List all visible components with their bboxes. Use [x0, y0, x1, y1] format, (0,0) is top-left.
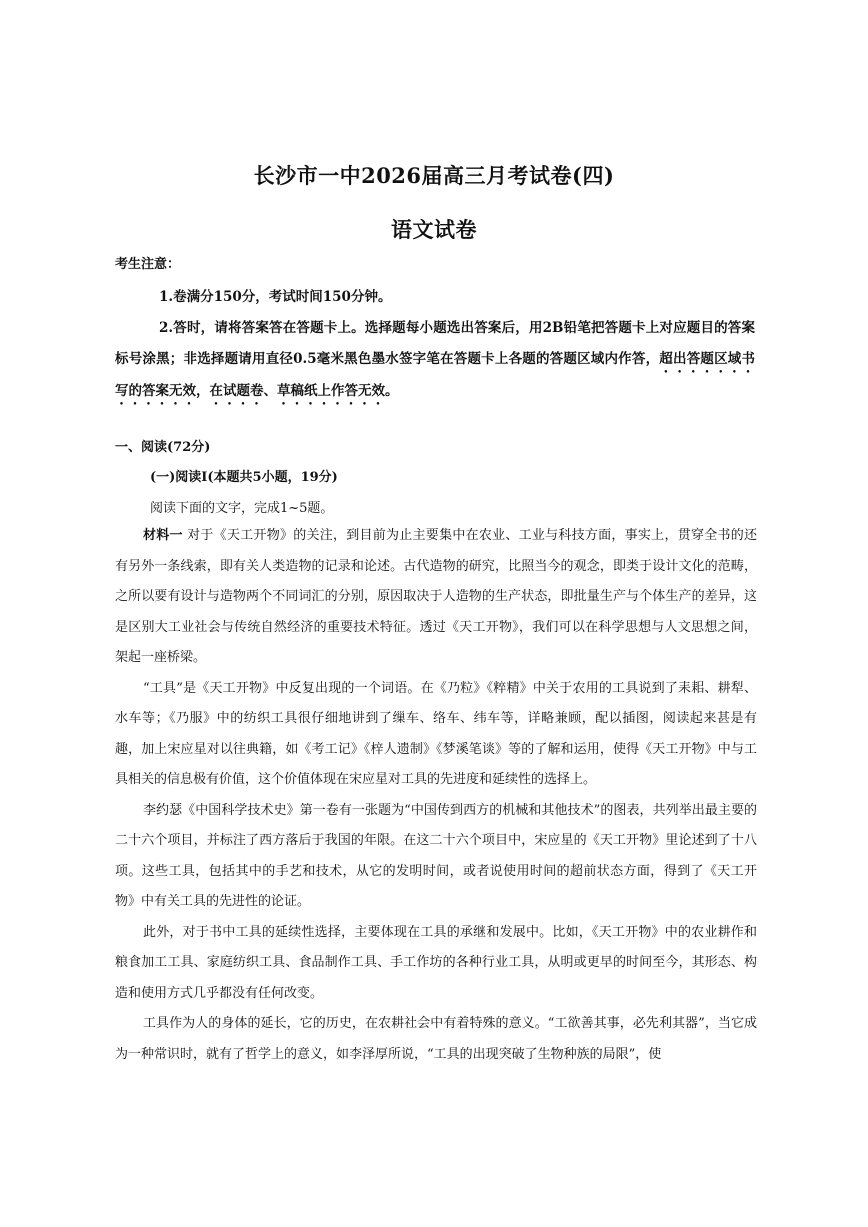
exam-title: 长沙市一中2026届高三月考试卷(四) [253, 163, 615, 188]
passage-paragraph-2: “工具”是《天工开物》中反复出现的一个词语。在《乃粒》《粹精》中关于农用的工具说到了耒耜、耕犁、水车等；《乃服》中的纺织工具很仔细地讲到了缫车、络车、纬车等，详略兼顾，配以插图，阅读起来甚是有趣，加上宋应星对以往典籍，如《考工记》《梓人遗制》《梦溪笔谈》等的了解和运用，使得《天工开物》中与工具相关的信息极有价值，这个价值体现在宋应星对工具的先进度和延续性的选择上。 [115, 680, 757, 787]
notice-heading: 考生注意： [115, 257, 181, 272]
notice-item-2-text: 2.答时，请将答案答在答题卡上。选择题每小题选出答案后，用2B铅笔把答题卡上对应题目的答案标号涂黑；非选择题请用直径0.5毫米黑色墨水签字笔在答题卡上各题的答题区域内作答， [115, 320, 755, 367]
passage-paragraph-5: 工具作为人的身体的延长，它的历史，在农耕社会中有着特殊的意义。“工欲善其事，必先利其器”，当它成为一种常识时，就有了哲学上的意义，如李泽厚所说，“工具的出现突破了生物种族的局限”，使 [115, 1016, 757, 1062]
passage-paragraph-1-text: 对于《天工开物》的关注，到目前为止主要集中在农业、工业与科技方面，事实上，贯穿全书的还有另外一条线索，即有关人类造物的记录和论述。古代造物的研究，比照当今的观念，即类于设计文化的范畴，之所以要有设计与造物两个不同词汇的分别，原因取决于人造物的生产状态，即批量生产与个体生产的差异，这是区别大工业社会与传统自然经济的重要技术特征。透过《天工开物》，我们可以在科学思想与人文思想之间，架起一座桥梁。 [115, 528, 757, 665]
passage-paragraph-1 [115, 521, 757, 674]
notice-item-1: 1.卷满分150分，考试时间150分钟。 [159, 289, 392, 305]
reading-instruction: 阅读下面的文字，完成1~5题。 [150, 501, 334, 516]
material-label: 材料一 [143, 528, 183, 543]
exam-subtitle: 语文试卷 [391, 217, 477, 242]
section-heading: 一、阅读(72分) [115, 440, 211, 455]
notice-item-2 [115, 313, 755, 408]
passage-paragraph-4: 此外，对于书中工具的延续性选择，主要体现在工具的承继和发展中。比如，《天工开物》中的农业耕作和粮食加工工具、家庭纺织工具、食品制作工具、手工作坊的各种行业工具，从明或更早的时间至今，其形态、构造和使用方式几乎都没有任何改变。 [115, 924, 757, 1001]
subsection-heading: (一)阅读Ⅰ(本题共5小题，19分) [150, 470, 338, 485]
passage-paragraph-3: 李约瑟《中国科学技术史》第一卷有一张题为“中国传到西方的机械和其他技术”的图表，共列举出最主要的二十六个项目，并标注了西方落后于我国的年限。在这二十六个项目中，宋应星的《天工开物》里论述到了十八项。这些工具，包括其中的手艺和技术，从它的发明时间，或者说使用时间的超前状态方面，得到了《天工开物》中有关工具的先进性的论证。 [115, 802, 757, 909]
reading-passage [115, 521, 757, 1070]
notice-item-2-emphasis: 超出答题区域书写的答案无效，在试题卷、草稿纸上作答无效。 [115, 351, 755, 399]
